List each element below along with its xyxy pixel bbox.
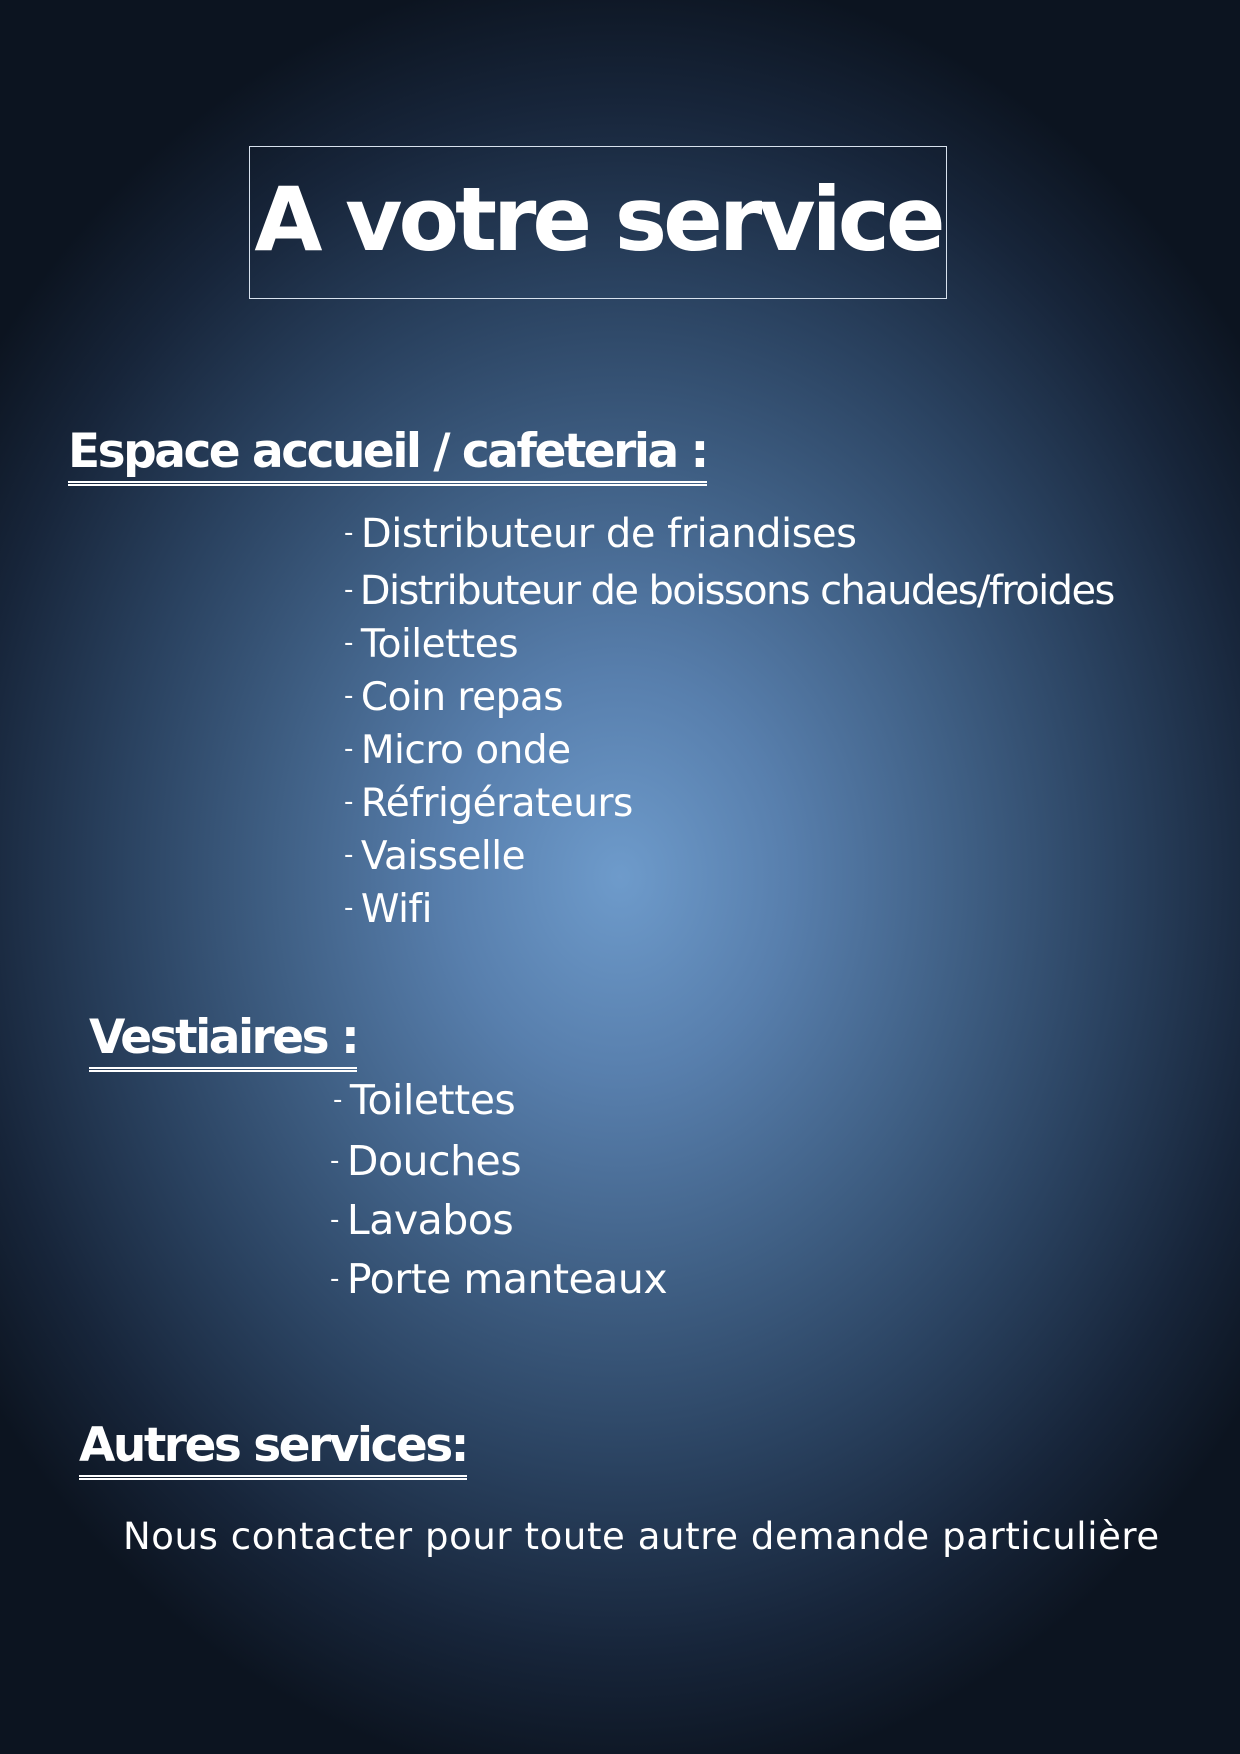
section-heading-accueil: Espace accueil / cafeteria :: [68, 428, 707, 486]
list-item: - Lavabos: [330, 1196, 514, 1244]
page-title: A votre service: [254, 167, 942, 271]
list-item: - Porte manteaux: [330, 1255, 668, 1303]
list-item: - Toilettes: [333, 1076, 516, 1124]
contact-text: Nous contacter pour toute autre demande particulière: [123, 1515, 1160, 1558]
list-item: - Réfrigérateurs: [344, 781, 633, 826]
list-item: - Vaisselle: [344, 834, 526, 879]
list-item: - Distributeur de friandises: [344, 511, 857, 557]
section-heading-vestiaires: Vestiaires :: [89, 1014, 357, 1072]
list-item: - Douches: [330, 1137, 522, 1185]
title-box: [249, 146, 947, 299]
list-item: - Distributeur de boissons chaudes/froides: [344, 568, 1114, 614]
list-item: - Coin repas: [344, 675, 564, 720]
list-item: - Toilettes: [344, 622, 519, 667]
section-heading-autres-services: Autres services:: [79, 1422, 467, 1480]
list-item: - Wifi: [344, 887, 432, 932]
list-item: - Micro onde: [344, 728, 571, 773]
